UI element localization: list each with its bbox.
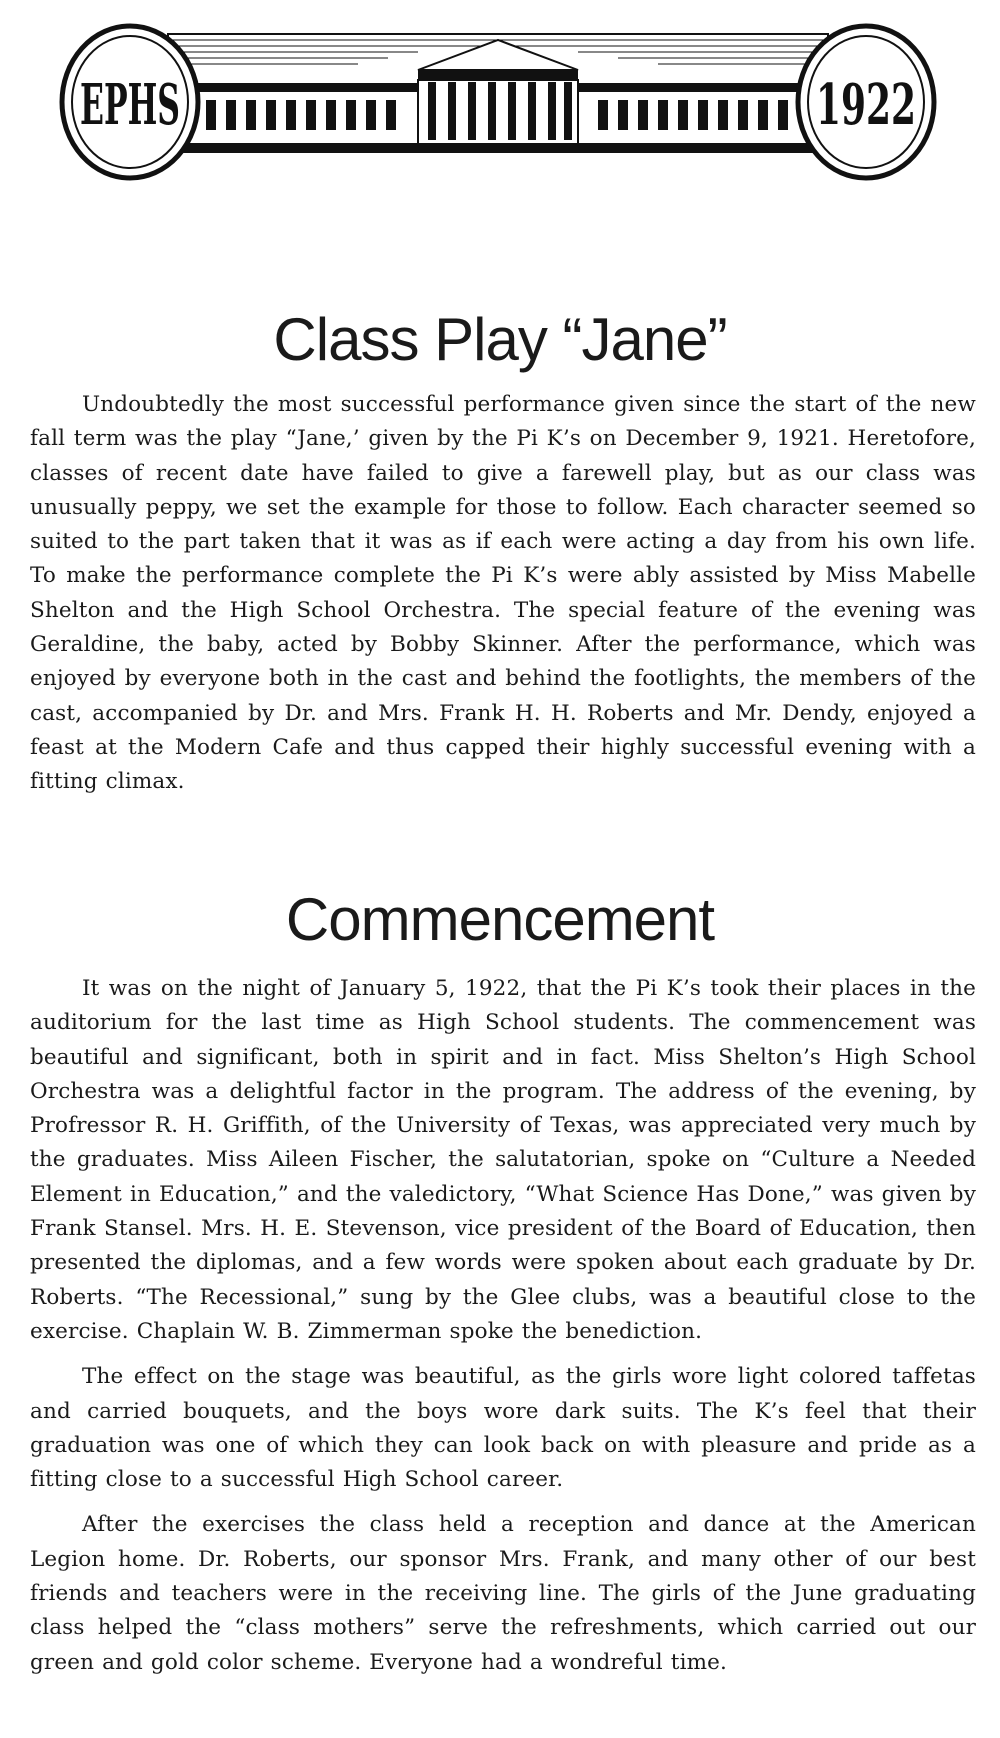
class-play-title: Class Play “Jane” [273, 306, 727, 373]
commencement-paragraph-3: After the exercises the class held a reception and dance at the American Legion home. Dr. Roberts, our sponsor Mrs. Frank, and many other of our best friends and teachers were in the receiving line. The girls of the June graduating class helped the “class mothers” serve the refreshments, which carried out our green and gold color scheme. Everyone had a wondreful time. [30, 1512, 976, 1675]
svg-text:EPHS: EPHS [80, 72, 180, 138]
class-play-article [30, 388, 976, 800]
1922-seal-logo [798, 26, 934, 178]
commencement-title: Commencement [285, 886, 715, 953]
class-play-paragraph: Undoubtedly the most successful performance given since the start of the new fall term was the play “Jane,’ given by the Pi K’s on December 9, 1921. Heretofore, classes of recent date have failed to give a farewell play, but as our class was unusually peppy, we set the example for those to follow. Each character seemed so suited to the part taken that it was as if each were acting a day from his own life. To make the performance complete the Pi K’s were ably assisted by Miss Mabelle Shelton and the High School Orchestra. The special feature of the evening was Geraldine, the baby, acted by Bobby Skinner. After the performance, which was enjoyed by everyone both in the cast and behind the footlights, the members of the cast, accompanied by Dr. and Mrs. Frank H. H. Roberts and Mr. Dendy, enjoyed a feast at the Modern Cafe and thus capped their highly successful evening with a fitting climax. [30, 392, 976, 795]
school-building-illustration [168, 34, 828, 152]
ephs-seal-logo [62, 26, 198, 178]
svg-text:1922: 1922 [816, 72, 916, 138]
commencement-paragraph-2: The effect on the stage was beautiful, as the girls wore light colored taffetas and carried bouquets, and the boys wore dark suits. The K’s feel that their graduation was one of which they can look back on with pleasure and pride as a fitting close to a successful High School career. [30, 1364, 976, 1493]
commencement-paragraph-1: It was on the night of January 5, 1922, that the Pi K’s took their places in the auditorium for the last time as High School students. The commencement was beautiful and significant, both in spirit and in fact. Miss Shelton’s High School Orchestra was a delightful factor in the program. The address of the evening, by Profressor R. H. Griffith, of the University of Texas, was appreciated very much by the graduates. Miss Aileen Fischer, the salutatorian, spoke on “Culture a Needed Element in Education,” and the valedictory, “What Science Has Done,” was given by Frank Stansel. Mrs. H. E. Stevenson, vice president of the Board of Education, then presented the diplomas, and a few words were spoken about each graduate by Dr. Roberts. “The Recessional,” sung by the Glee clubs, was a beautiful close to the exercise. Chaplain W. B. Zimmerman spoke the benediction. [30, 976, 976, 1344]
header-banner [58, 22, 938, 182]
commencement-article [30, 972, 976, 1680]
